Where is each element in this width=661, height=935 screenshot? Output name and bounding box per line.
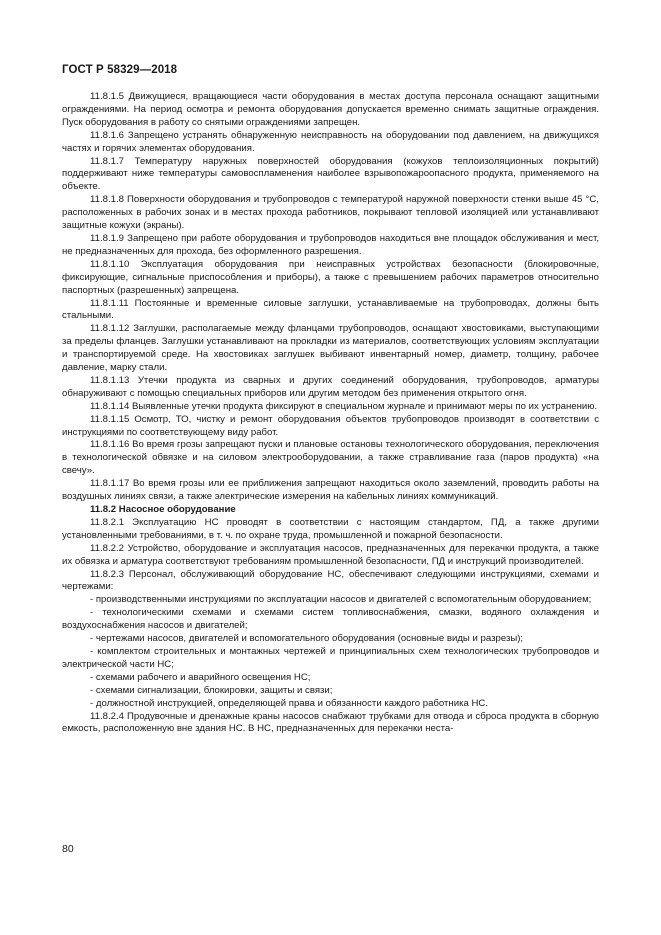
paragraph-11-8-1-15: 11.8.1.15 Осмотр, ТО, чистку и ремонт оборудования объектов трубопроводов производят в соответствии с инструкциями по соответствующему виду работ. — [62, 413, 599, 438]
paragraph-11-8-1-7: 11.8.1.7 Температуру наружных поверхностей оборудования (кожухов теплоизоляционных покрытий) поддерживают ниже температуры самовоспламенения наиболее взрывопожароопасного продукта, применяемого на объекте. — [62, 155, 599, 193]
document-header: ГОСТ Р 58329—2018 — [62, 64, 178, 76]
paragraph-11-8-1-17: 11.8.1.17 Во время грозы или ее приближения запрещают находиться около заземлений, проводить работы на воздушных линиях связи, а также электрические измерения на кабельных линиях коммуникаций. — [62, 478, 599, 503]
list-item: - технологическими схемами и схемами систем топливоснабжения, смазки, водяного охлаждения и воздухоснабжения насосов и двигателей; — [62, 607, 599, 632]
paragraph-11-8-1-5: 11.8.1.5 Движущиеся, вращающиеся части оборудования в местах доступа персонала оснащают защитными ограждениями. На период осмотра и ремонта оборудования допускается временно снимать защитные ограждения. Пуск оборудования в работу со снятыми ограждениями запрещен. — [62, 91, 599, 128]
list-item: - схемами сигнализации, блокировки, защиты и связи; — [90, 684, 333, 696]
paragraph-11-8-1-10: 11.8.1.10 Эксплуатация оборудования при неисправных устройствах безопасности (блокировочные, фиксирующие, сигнальные приспособления и приборы), а также с превышением рабочих параметров относительно паспортных (разрешенных) запрещена. — [62, 258, 599, 296]
list-item: - схемами рабочего и аварийного освещения НС; — [90, 671, 311, 683]
section-heading-11-8-2: 11.8.2 Насосное оборудование — [90, 504, 236, 515]
paragraph-11-8-1-9: 11.8.1.9 Запрещено при работе оборудования и трубопроводов находиться вне площадок обслуживания и мест, не предназначенных для прохода, без оформленного разрешения. — [62, 232, 599, 257]
list-item: - чертежами насосов, двигателей и вспомогательного оборудования (основные виды и разрезы); — [90, 633, 524, 645]
paragraph-11-8-1-12: 11.8.1.12 Заглушки, располагаемые между фланцами трубопроводов, оснащают хвостовиками, выступающими за пределы фланцев. Заглушки устанавливают на прокладки из материалов, соответствующих условиям эксплуатации и транспортируемой среде. На хвостовиках заглушек выбивают инвентарный номер, диаметр, толщину, рабочее давление, марку стали. — [62, 323, 599, 374]
page-number: 80 — [62, 843, 74, 855]
paragraph-11-8-1-11: 11.8.1.11 Постоянные и временные силовые заглушки, устанавливаемые на трубопроводах, должны быть стальными. — [62, 297, 599, 322]
paragraph-11-8-2-2: 11.8.2.2 Устройство, оборудование и эксплуатация насосов, предназначенных для перекачки продукта, а также их обвязка и арматура соответствуют требованиям промышленной безопасности, ПД и инструкций производителей. — [62, 542, 599, 567]
paragraph-11-8-1-8: 11.8.1.8 Поверхности оборудования и трубопроводов с температурой наружной поверхности стенки выше 45 °С, расположенных в рабочих зонах и в местах прохода работников, покрывают тепловой изоляцией или устанавливают защитные кожухи (экраны). — [62, 194, 599, 232]
paragraph-11-8-2-1: 11.8.2.1 Эксплуатацию НС проводят в соответствии с настоящим стандартом, ПД, а также другими установленными требованиями, в т. ч. по охране труда, промышленной и пожарной безопасности. — [62, 516, 599, 541]
list-item: - производственными инструкциями по эксплуатации насосов и двигателей с вспомогательным оборудованием; — [90, 594, 592, 606]
list-item: - комплектом строительных и монтажных чертежей и принципиальных схем технологических трубопроводов и электрической части НС; — [62, 645, 599, 670]
paragraph-11-8-2-3: 11.8.2.3 Персонал, обслуживающий оборудование НС, обеспечивают следующими инструкциями, схемами и чертежами: — [62, 568, 599, 593]
document-body — [62, 91, 599, 736]
paragraph-11-8-1-6: 11.8.1.6 Запрещено устранять обнаруженную неисправность на оборудовании под давлением, на движущихся частях и горячих элементах оборудования. — [62, 129, 599, 154]
paragraph-11-8-1-14: 11.8.1.14 Выявленные утечки продукта фиксируют в специальном журнале и принимают меры по их устранению. — [90, 400, 598, 412]
paragraph-11-8-2-4: 11.8.2.4 Продувочные и дренажные краны насосов снабжают трубками для отвода и сброса продукта в сборную емкость, расположенную вне здания НС. В НС, предназначенных для перекачки неста- — [62, 710, 599, 735]
paragraph-11-8-1-16: 11.8.1.16 Во время грозы запрещают пуски и плановые остановы технологического оборудования, переключения в технологической обвязке и на силовом электрооборудовании, а также стравливание газа (паров продукта) «на свечу». — [62, 439, 599, 477]
list-item: - должностной инструкцией, определяющей права и обязанности каждого работника НС. — [90, 697, 489, 709]
paragraph-11-8-1-13: 11.8.1.13 Утечки продукта из сварных и других соединений оборудования, трубопроводов, арматуры обнаруживают с помощью специальных приборов или другим методом без применения открытого огня. — [62, 374, 599, 399]
